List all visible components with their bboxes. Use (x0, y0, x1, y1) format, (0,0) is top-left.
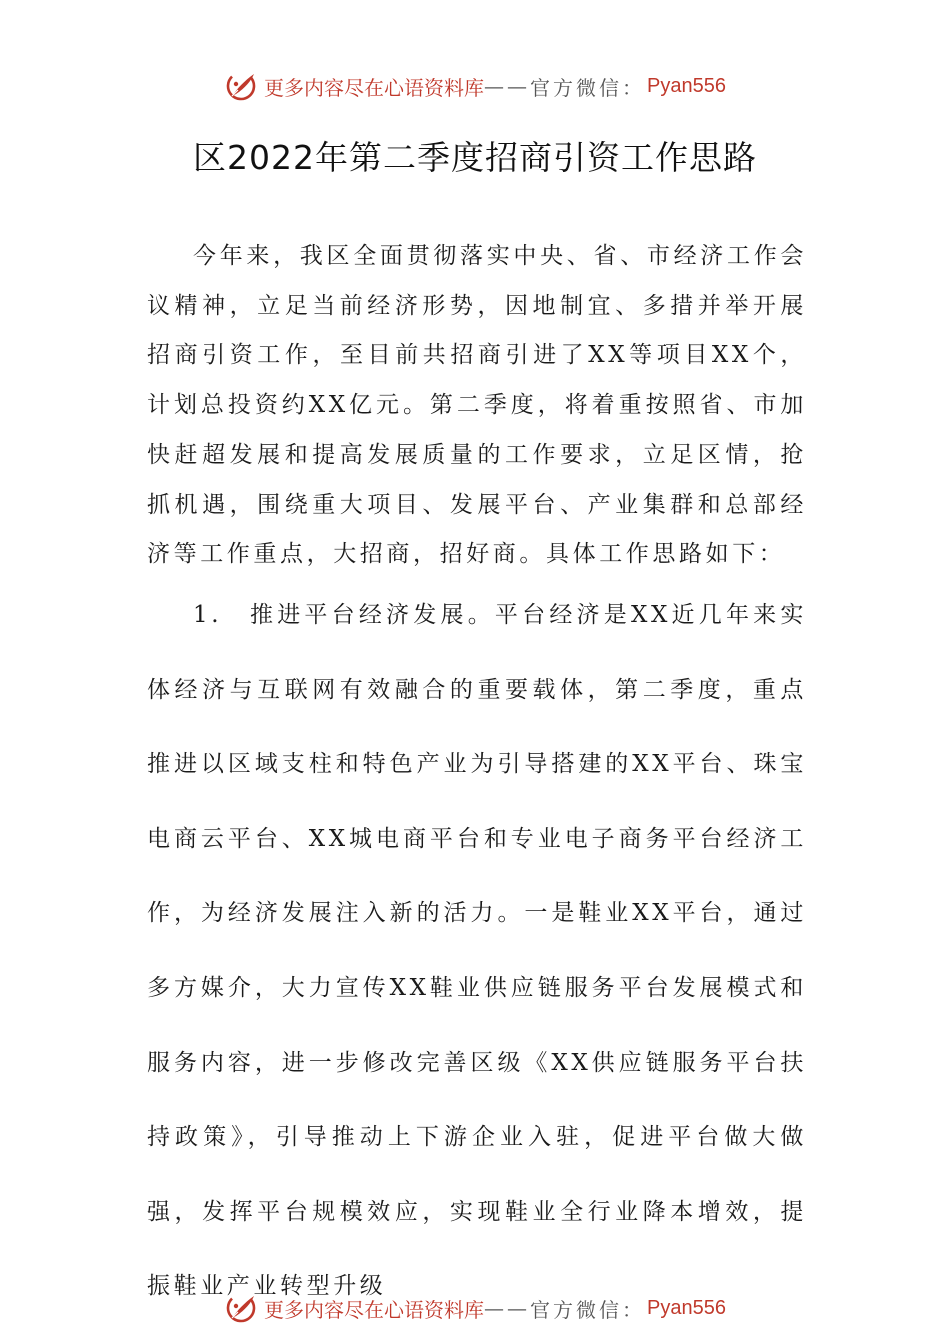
quill-pen-logo-icon (224, 1291, 258, 1325)
banner-library-text: 更多内容尽在心语资料库 (264, 75, 485, 100)
footer-banner (0, 1288, 950, 1328)
banner-wechat-id: Pyan556 (647, 74, 726, 97)
quill-pen-logo-icon (224, 69, 258, 103)
item-section (147, 578, 807, 1324)
header-banner (0, 66, 950, 106)
banner-library-text: 更多内容尽在心语资料库 (264, 1297, 485, 1322)
item-1-paragraph: 1. 推进平台经济发展。平台经济是XX近几年来实体经济与互联网有效融合的重要载体，第二季度，重点推进以区域支柱和特色产业为引导搭建的XX平台、珠宝电商云平台、XX城电商平台和专业电子商务平台经济工作，为经济发展注入新的活力。一是鞋业XX平台，通过多方媒介，大力宣传XX鞋业供应链服务平台发展模式和服务内容，进一步修改完善区级《XX供应链服务平台扶持政策》，引导推动上下游企业入驻，促进平台做大做强，发挥平台规模效应，实现鞋业全行业降本增效，提振鞋业产业转型升级 (147, 602, 807, 1300)
document-title: 区2022年第二季度招商引资工作思路 (193, 138, 757, 177)
intro-paragraph: 今年来，我区全面贯彻落实中央、省、市经济工作会议精神，立足当前经济形势，因地制宜、多措并举开展招商引资工作，至目前共招商引进了XX等项目XX个，计划总投资约XX亿元。第二季度，将着重按照省、市加快赶超发展和提高发展质量的工作要求，立足区情，抢抓机遇，围绕重大项目、发展平台、产业集群和总部经济等工作重点，大招商，招好商。具体工作思路如下： (147, 243, 807, 568)
banner-wechat-id: Pyan556 (647, 1296, 726, 1319)
banner-dash: —— (484, 74, 531, 98)
intro-section (147, 232, 807, 580)
banner-wechat-label: 官方微信： (530, 1297, 646, 1322)
banner-wechat-label: 官方微信： (530, 75, 646, 100)
banner-dash: —— (484, 1296, 531, 1320)
